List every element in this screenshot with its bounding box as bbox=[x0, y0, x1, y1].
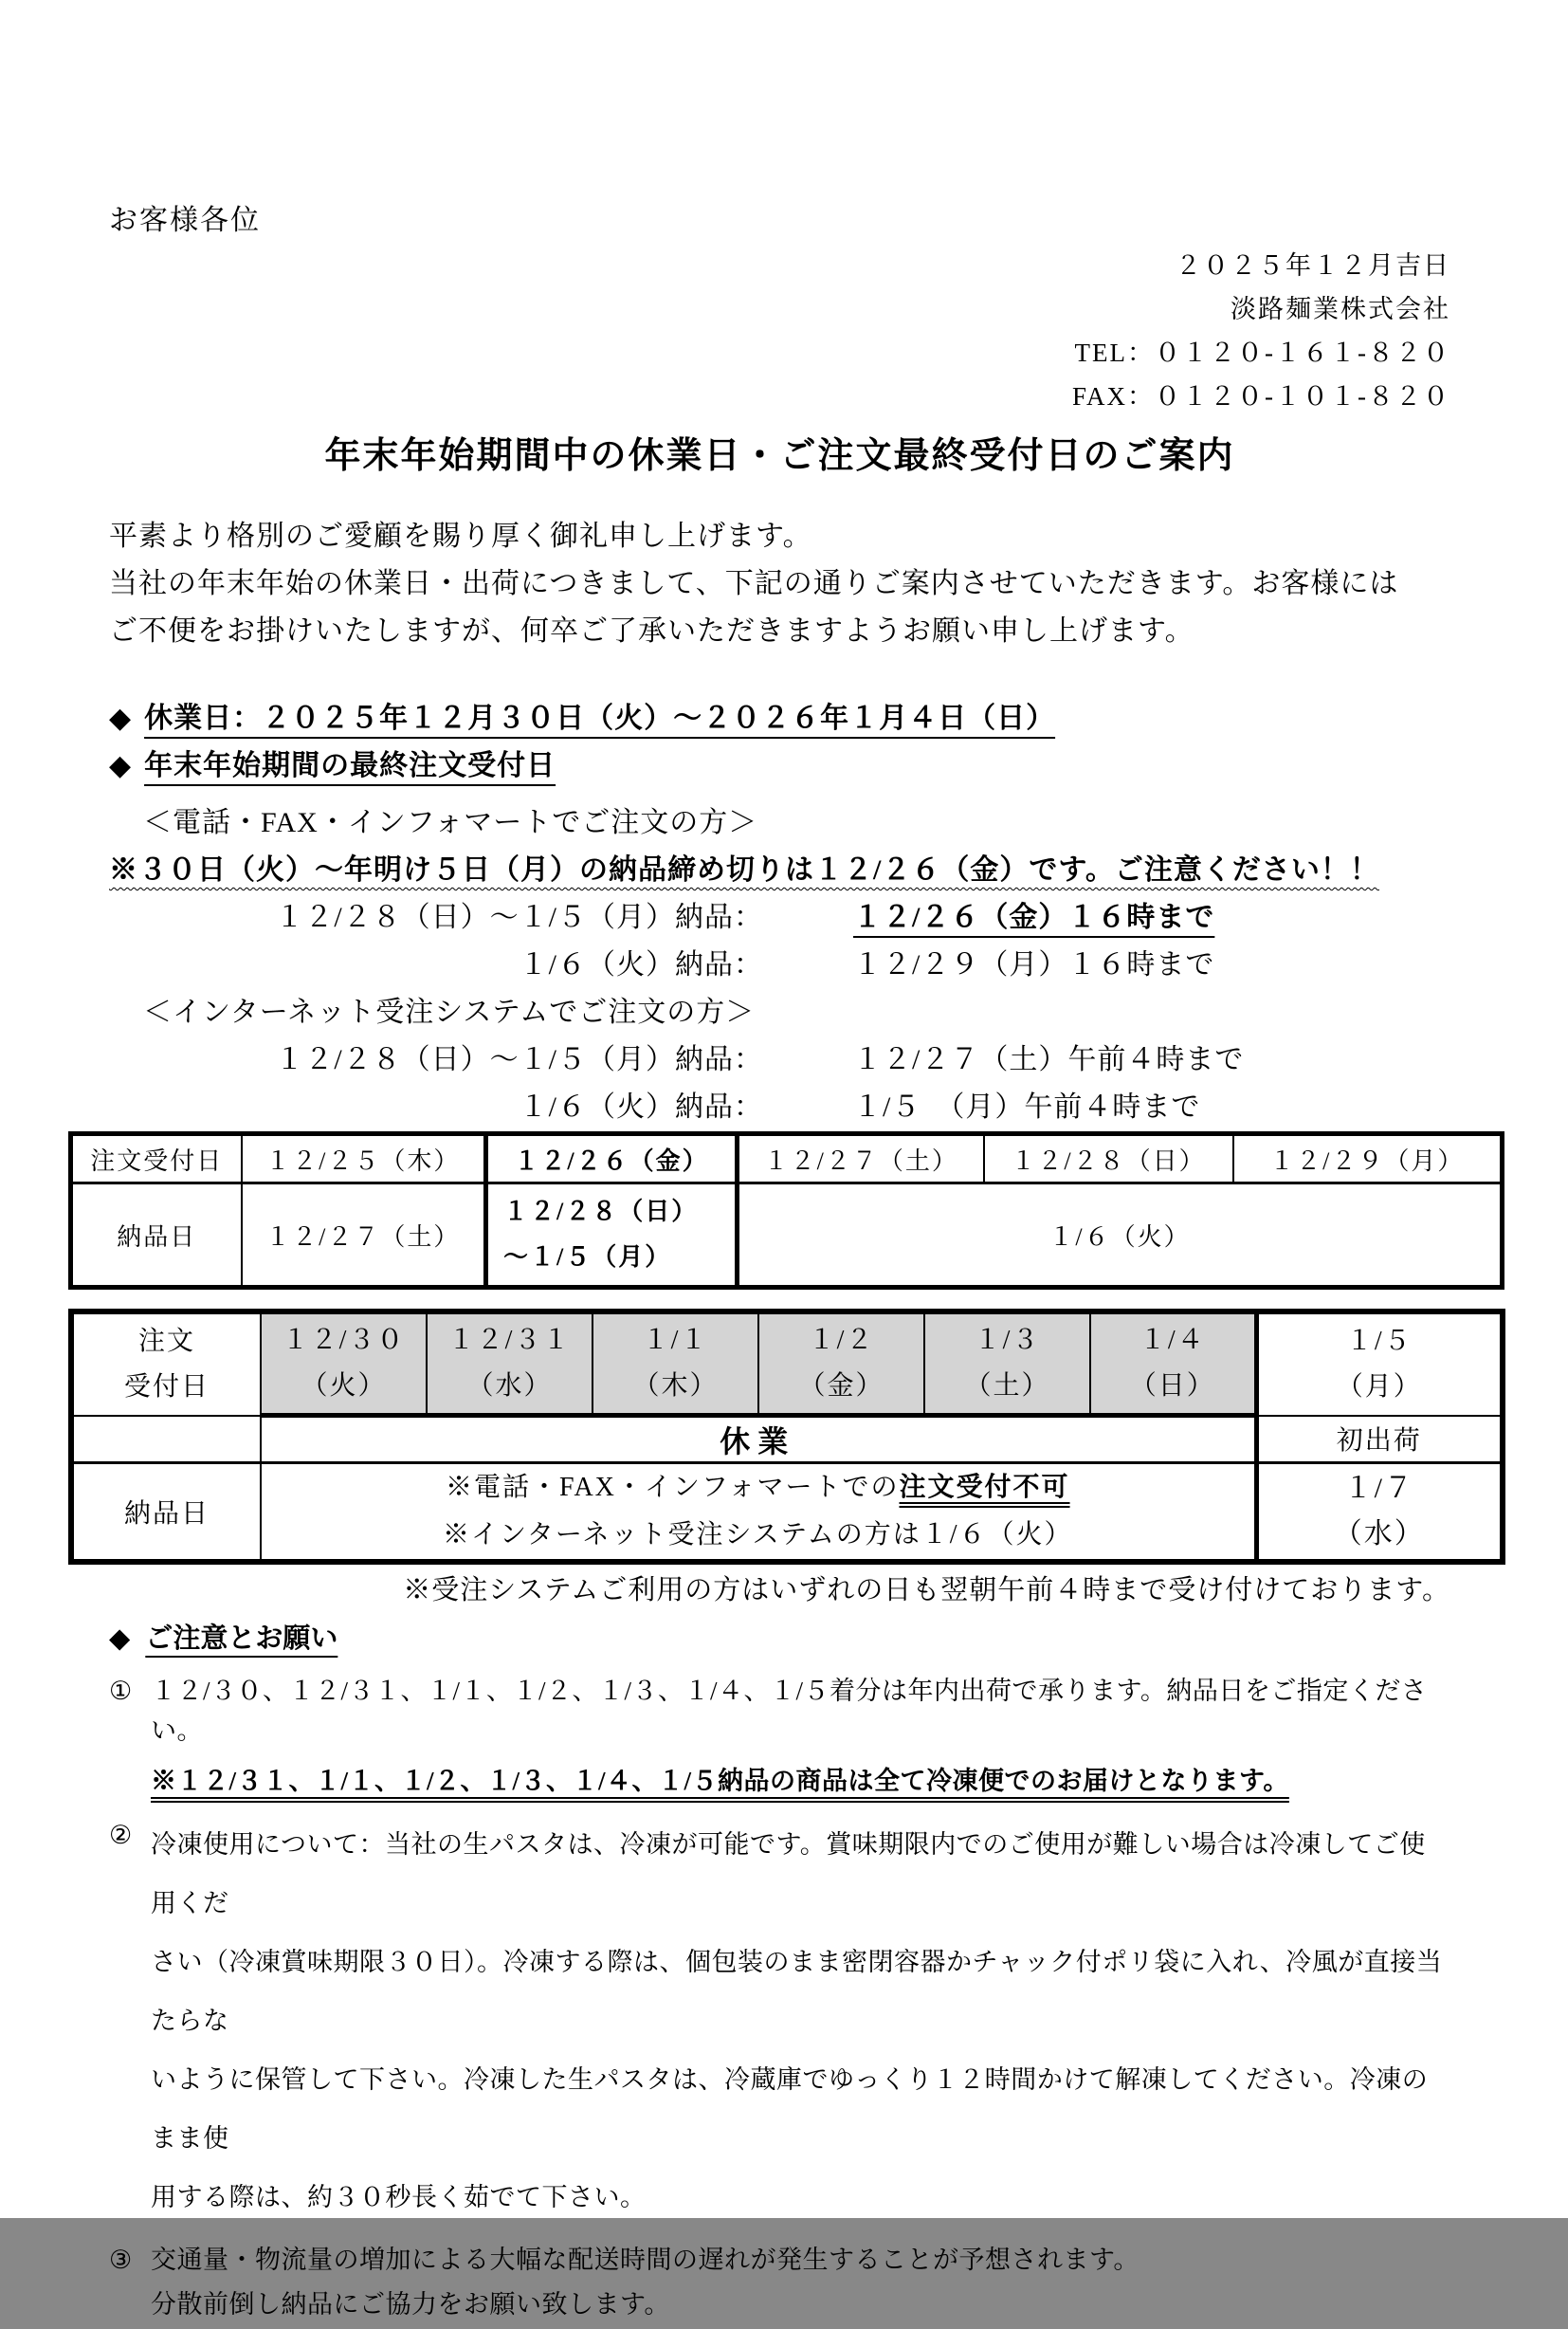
table-row-closed-status bbox=[71, 1416, 1503, 1463]
bullet-last-order bbox=[109, 743, 1450, 790]
closed-day-date: １/４ bbox=[1139, 1326, 1206, 1355]
diamond-bullet-icon: ◆ bbox=[109, 1623, 131, 1654]
phone-unavailable-prefix: ※電話・FAX・インフォマートでの bbox=[445, 1473, 900, 1502]
schedule-value: １２/２７（土）午前４時まで bbox=[853, 1044, 1245, 1075]
note-item-3 bbox=[109, 2240, 1450, 2280]
first-delivery-date: １/７ bbox=[1343, 1473, 1414, 1504]
order-date-cell: １２/２８（日） bbox=[984, 1134, 1233, 1183]
closed-status-cell: 休業 bbox=[261, 1416, 1256, 1463]
intro-line-2: 当社の年末年始の休業日・出荷につきまして、下記の通りご案内させていただきます。お客様には bbox=[109, 568, 1399, 599]
first-shipment-cell: 初出荷 bbox=[1256, 1416, 1503, 1463]
schedule-value: １２/２６（金）１６時まで bbox=[853, 902, 1215, 933]
note-item-1 bbox=[109, 1671, 1450, 1751]
order-date-cell: １２/２５（木） bbox=[242, 1134, 486, 1183]
order-header-line-2: 受付日 bbox=[123, 1371, 210, 1402]
deadline-warning-text: ※３０日（火）～年明け５日（月）の納品締め切りは１２/２６（金）です。ご注意ください！！ bbox=[109, 854, 1379, 886]
closed-day-date: １/１ bbox=[642, 1326, 709, 1355]
fax-number: FAX：０１２０-１０１-８２０ bbox=[1072, 382, 1450, 411]
tel-number: TEL：０１２０-１６１-８２０ bbox=[1074, 339, 1450, 367]
intro-line-3: ご不便をお掛けいたしますが、何卒ご了承いただきますようお願い申し上げます。 bbox=[109, 615, 1194, 647]
circled-number-2: ② bbox=[109, 1821, 133, 1849]
internet-schedule-row-1 bbox=[109, 1036, 1450, 1084]
note-item-2 bbox=[109, 1815, 1450, 2227]
order-date-cell: １２/２９（月） bbox=[1233, 1134, 1503, 1183]
delivery-row-header-cell: 納品日 bbox=[71, 1183, 242, 1288]
note-2-line-1: 冷凍使用について：当社の生パスタは、冷凍が可能です。賞味期限内でのご使用が難しい場合は冷凍してご使用くだ bbox=[151, 1830, 1426, 1917]
delivery-row-header-cell: 納品日 bbox=[71, 1463, 261, 1563]
pre-holiday-order-table bbox=[68, 1131, 1504, 1290]
order-unavailable-emphasis: 注文受付不可 bbox=[899, 1473, 1070, 1502]
note-1-text: １２/３０、１２/３１、１/１、１/２、１/３、１/４、１/５着分は年内出荷で承ります。納品日をご指定ください。 bbox=[151, 1677, 1428, 1745]
closed-day-cell bbox=[1090, 1311, 1256, 1416]
notes-heading bbox=[109, 1620, 1450, 1658]
delivery-date-cell: １２/２７（土） bbox=[242, 1183, 486, 1288]
closed-day-date: １/３ bbox=[974, 1326, 1041, 1355]
document-title: 年末年始期間中の休業日・ご注文最終受付日のご案内 bbox=[324, 436, 1235, 476]
schedule-value: １/５ （月）午前４時まで bbox=[853, 1091, 1201, 1123]
closed-period-text: 休業日：２０２５年１２月３０日（火）～２０２６年１月４日（日） bbox=[144, 703, 1056, 734]
closed-day-dow: （日） bbox=[1129, 1371, 1215, 1401]
closed-day-dow: （水） bbox=[466, 1371, 553, 1401]
table-row-delivery-dates bbox=[71, 1183, 1503, 1288]
bullet-closed-period bbox=[109, 695, 1450, 743]
schedule-label: １２/２８（日）～１/５（月）納品： bbox=[275, 902, 763, 933]
delivery-range-line-2: ～１/５（月） bbox=[503, 1243, 672, 1271]
first-delivery-dow: （水） bbox=[1333, 1518, 1425, 1550]
holiday-delivery-notes-cell bbox=[261, 1463, 1256, 1563]
intro-line-1: 平素より格別のご愛顧を賜り厚く御礼申し上げます。 bbox=[109, 521, 812, 552]
frozen-delivery-notice-text: ※１２/３１、１/１、１/２、１/３、１/４、１/５納品の商品は全て冷凍便でのお届けとなります。 bbox=[151, 1767, 1289, 1795]
internet-order-heading: ＜インターネット受注システムでご注文の方＞ bbox=[143, 997, 756, 1028]
order-date-cell: １２/２７（土） bbox=[738, 1134, 984, 1183]
phone-schedule-row-1 bbox=[109, 894, 1450, 942]
schedule-label: １２/２８（日）～１/５（月）納品： bbox=[275, 1044, 763, 1075]
last-order-heading-text: 年末年始期間の最終注文受付日 bbox=[144, 750, 556, 781]
order-date-cell-emphasized: １２/２６（金） bbox=[486, 1134, 738, 1183]
order-row-header-cell: 注文受付日 bbox=[71, 1134, 242, 1183]
note-2-line-2: さい（冷凍賞味期限３０日）。冷凍する際は、個包装のまま密閉容器かチャック付ポリ袋に入れ、冷風が直接当たらな bbox=[151, 1948, 1443, 2035]
company-name: 淡路麺業株式会社 bbox=[1231, 295, 1450, 323]
deadline-warning bbox=[109, 847, 1450, 894]
empty-cell bbox=[71, 1416, 261, 1463]
table-row-holiday-order-dates bbox=[71, 1311, 1503, 1416]
table-row-holiday-delivery bbox=[71, 1463, 1503, 1563]
table-row-order-dates bbox=[71, 1134, 1503, 1183]
delivery-date-cell-emphasized bbox=[486, 1183, 738, 1288]
order-header-line-1: 注文 bbox=[137, 1326, 195, 1356]
phone-unavailable-note bbox=[262, 1464, 1254, 1512]
closed-day-dow: （火） bbox=[301, 1371, 387, 1401]
closed-day-date: １２/３０ bbox=[282, 1326, 406, 1355]
internet-system-note: ※インターネット受注システムの方は１/６（火） bbox=[443, 1520, 1073, 1550]
circled-number-3: ③ bbox=[109, 2246, 133, 2274]
order-header-cell bbox=[71, 1311, 261, 1416]
open-day-dow: （月） bbox=[1336, 1371, 1422, 1402]
diamond-bullet-icon: ◆ bbox=[109, 703, 132, 734]
closed-day-dow: （土） bbox=[964, 1371, 1050, 1401]
intro-paragraph bbox=[109, 513, 1450, 655]
closed-day-cell bbox=[261, 1311, 427, 1416]
schedule-label: １/６（火）納品： bbox=[519, 949, 763, 981]
note-2-text bbox=[151, 1815, 1450, 2227]
closed-day-cell bbox=[427, 1311, 593, 1416]
schedule-value: １２/２９（月）１６時まで bbox=[853, 949, 1215, 981]
delivery-range-line-1: １２/２８（日） bbox=[503, 1198, 699, 1225]
schedule-label: １/６（火）納品： bbox=[519, 1091, 763, 1123]
closed-day-cell bbox=[758, 1311, 924, 1416]
closed-day-date: １２/３１ bbox=[447, 1326, 572, 1355]
holiday-period-table bbox=[68, 1309, 1505, 1565]
sender-block bbox=[109, 244, 1450, 418]
circled-number-1: ① bbox=[109, 1677, 133, 1705]
closed-day-dow: （木） bbox=[632, 1371, 719, 1401]
note-3-text: 交通量・物流量の増加による大幅な配送時間の遅れが発生することが予想されます。 bbox=[151, 2246, 1140, 2274]
phone-order-heading: ＜電話・FAX・インフォマートでご注文の方＞ bbox=[143, 807, 758, 838]
closed-day-dow: （金） bbox=[798, 1371, 884, 1401]
open-day-date: １/５ bbox=[1345, 1326, 1413, 1356]
closed-day-cell bbox=[593, 1311, 758, 1416]
note-1-frozen-delivery-notice bbox=[151, 1760, 1450, 1802]
notes-heading-text: ご注意とお願い bbox=[145, 1623, 338, 1654]
document-date: ２０２５年１２月吉日 bbox=[1176, 251, 1450, 280]
internet-schedule-row-2 bbox=[109, 1084, 1450, 1131]
note-3-continuation: 分散前倒し納品にご協力をお願い致します。 bbox=[151, 2290, 670, 2319]
note-2-line-4: 用する際は、約３０秒長く茹でて下さい。 bbox=[151, 2183, 647, 2211]
phone-schedule-row-2 bbox=[109, 942, 1450, 989]
order-system-footnote: ※受注システムご利用の方はいずれの日も翌朝午前４時まで受け付けております。 bbox=[403, 1575, 1450, 1605]
first-delivery-cell bbox=[1256, 1463, 1503, 1563]
closed-day-date: １/２ bbox=[808, 1326, 875, 1355]
diamond-bullet-icon: ◆ bbox=[109, 750, 132, 781]
delivery-date-merged-cell: １/６（火） bbox=[738, 1183, 1503, 1288]
closed-day-cell bbox=[924, 1311, 1090, 1416]
recipient-line: お客様各位 bbox=[109, 205, 261, 236]
note-2-line-3: いように保管して下さい。冷凍した生パスタは、冷蔵庫でゆっくり１２時間かけて解凍してください。冷凍のまま使 bbox=[151, 2065, 1429, 2153]
open-day-cell bbox=[1256, 1311, 1503, 1416]
